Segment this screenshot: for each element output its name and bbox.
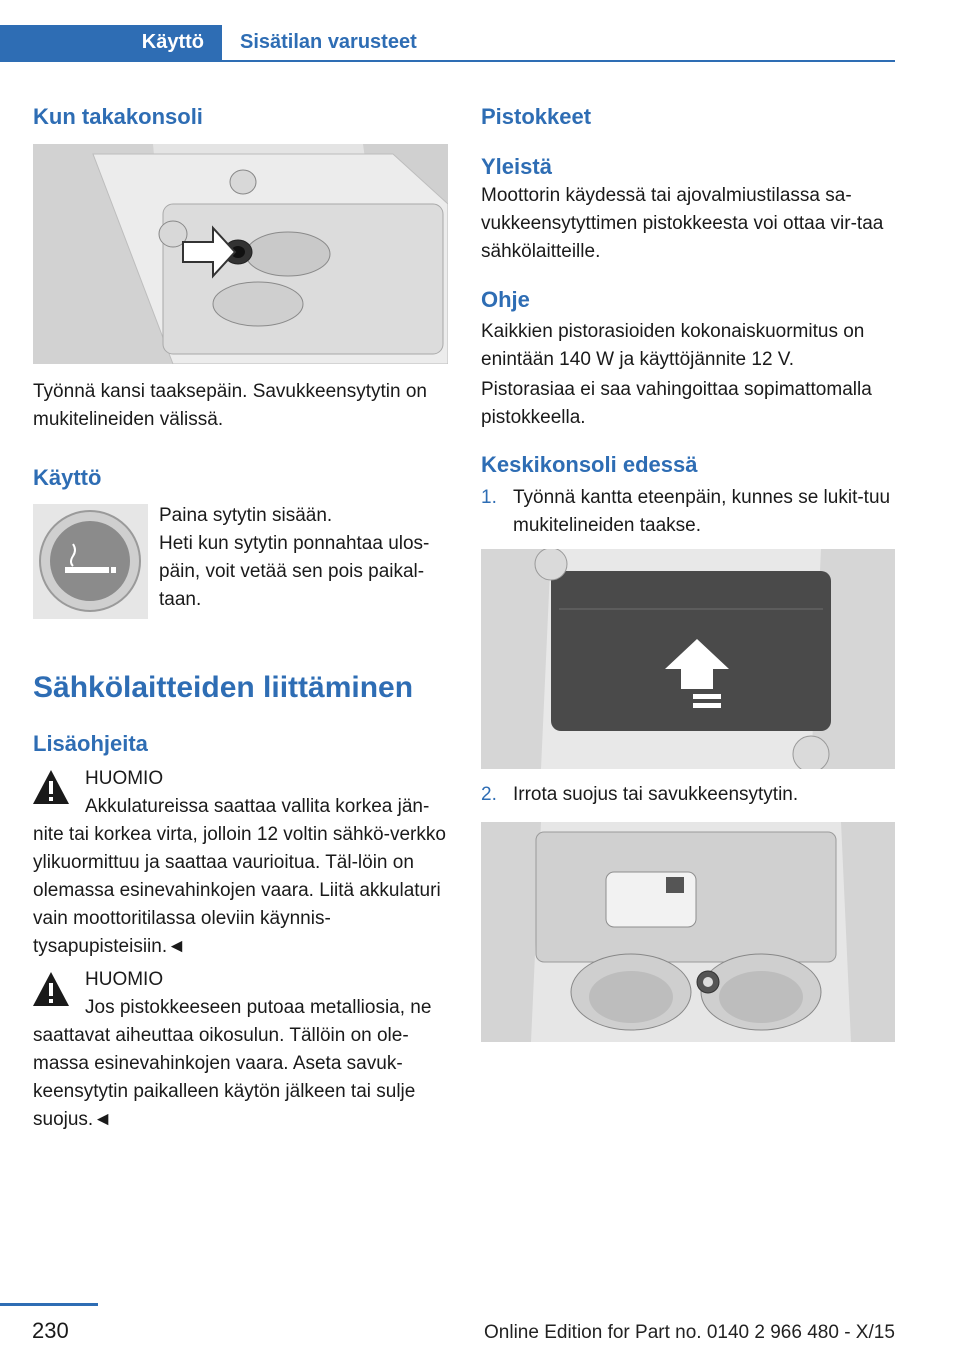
lighter-socket-figure [481, 822, 895, 1042]
note-text2: Pistorasiaa ei saa vahingoittaa sopimattomalla pistokkeella. [481, 379, 872, 428]
page-number: 230 [32, 1318, 69, 1343]
step-number: 2. [481, 784, 497, 805]
info-heading: Lisäohjeita [33, 731, 148, 756]
warning2-text: Jos pistokkeeseen putoaa metalliosia, ne saattavat aiheuttaa oikosulun. Tällöin on ole-massa esinevahinkojen vaara. Aseta savuk-keensytytin paikalleen käytön jälkeen tai sulje suojus.◄ [33, 997, 432, 1130]
main-heading: Sähkölaitteiden liittäminen [33, 671, 414, 704]
header-rule [0, 60, 895, 62]
general-text: Moottorin käydessä tai ajovalmiustilassa sa-vukkeensytyttimen pistokkeesta voi ottaa vir-taa sähkölaitteille. [481, 185, 884, 262]
rear-console-figure [33, 144, 448, 364]
general-heading: Yleistä [481, 154, 552, 179]
rear-console-text: Työnnä kansi taaksepäin. Savukkeensytytin on mukitelineiden välissä. [33, 381, 427, 430]
warning1-title: HUOMIO [85, 768, 164, 789]
plugs-heading: Pistokkeet [481, 104, 592, 129]
step-number: 1. [481, 487, 497, 508]
warning2-title: HUOMIO [85, 969, 164, 990]
operation-heading: Käyttö [33, 465, 102, 490]
edition-text: Online Edition for Part no. 0140 2 966 480 - X/15 [484, 1322, 895, 1343]
step-text: Irrota suojus tai savukkeensytytin. [513, 784, 799, 805]
step-text: Työnnä kantta eteenpäin, kunnes se lukit-tuu mukitelineiden taakse. [513, 487, 891, 536]
operation-p1: Paina sytytin sisään. [159, 505, 333, 526]
note-text1: Kaikkien pistorasioiden kokonaiskuormitus on enintään 140 W ja käyttöjännite 12 V. [481, 321, 865, 370]
note-heading: Ohje [481, 287, 530, 312]
lighter-button-figure [33, 504, 148, 619]
chapter-label: Käyttö [141, 31, 204, 53]
front-console-heading: Keskikonsoli edessä [481, 452, 698, 477]
operation-p2: Heti kun sytytin ponnahtaa ulos-päin, voit vetää sen pois paikal-taan. [159, 533, 430, 610]
footer-rule [0, 1303, 98, 1306]
warning1-text: Akkulatureissa saattaa vallita korkea jän-nite tai korkea virta, jolloin 12 voltin sähkö-verkko ylikuormittuu ja saattaa vaurioitua. Täl-löin on olemassa esinevahinkojen vaara. Liitä akkulaturi vain moottoritilassa oleviin käynnis-tysapupisteisiin.◄ [33, 796, 446, 957]
rear-console-heading: Kun takakonsoli [33, 104, 203, 129]
chapter-tab [0, 25, 222, 61]
front-console-figure [481, 549, 895, 769]
section-label: Sisätilan varusteet [240, 31, 417, 53]
